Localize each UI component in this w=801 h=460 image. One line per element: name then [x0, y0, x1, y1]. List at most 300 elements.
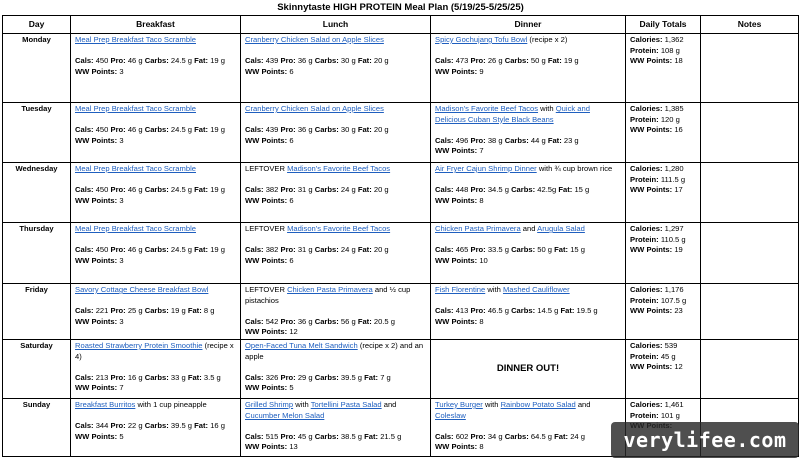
ww-points-line — [75, 67, 236, 78]
total-protein-line — [630, 352, 696, 363]
carbs-label: Carbs: — [144, 125, 169, 135]
cals-label: Cals: — [245, 372, 264, 382]
ww-points-line — [435, 256, 621, 267]
total-calories-value: 1,280 — [664, 164, 684, 173]
pro-value: 46 g — [127, 125, 143, 135]
cals-value: 450 — [95, 125, 109, 135]
fat-label: Fat: — [194, 245, 209, 255]
fat-label: Fat: — [357, 185, 372, 195]
recipe-link[interactable]: Meal Prep Breakfast Taco Scramble — [75, 35, 196, 44]
fat-value: 20 g — [373, 56, 389, 66]
day-name: Thursday — [3, 223, 71, 284]
ww-label: WW Points: — [435, 316, 478, 326]
connector-text: and — [575, 400, 591, 409]
ww-label: WW Points: — [75, 66, 118, 76]
day-row-friday — [3, 284, 799, 340]
meal-description — [245, 164, 426, 175]
ww-label: WW Points: — [245, 195, 288, 205]
daily-totals-cell — [626, 340, 701, 399]
cals-value: 326 — [265, 372, 279, 382]
fat-label: Fat: — [194, 421, 209, 431]
total-calories-line — [630, 285, 696, 296]
carbs-label: Carbs: — [314, 125, 339, 135]
notes-cell[interactable] — [701, 284, 799, 340]
day-name: Wednesday — [3, 163, 71, 223]
pro-value: 34 g — [487, 431, 503, 441]
recipe-link[interactable]: Quick and Delicious Cuban Style Black Beans — [435, 104, 590, 124]
carbs-value: 42.5g — [537, 185, 557, 195]
notes-cell[interactable] — [701, 163, 799, 223]
recipe-link[interactable]: Grilled Shrimp — [245, 400, 294, 409]
cals-label: Cals: — [75, 372, 94, 382]
total-protein-label: Protein: — [630, 351, 659, 361]
total-calories-value: 1,385 — [664, 104, 684, 113]
dinner-cell — [431, 284, 626, 340]
carbs-label: Carbs: — [314, 316, 339, 326]
total-calories-line — [630, 341, 696, 352]
daily-totals-cell — [626, 34, 701, 103]
meal-suffix-text: with 1 cup pineapple — [135, 400, 207, 409]
breakfast-cell — [71, 223, 241, 284]
cals-value: 450 — [95, 245, 109, 255]
total-protein-value: 101 g — [660, 410, 680, 420]
daily-totals-cell — [626, 223, 701, 284]
cals-label: Cals: — [435, 185, 454, 195]
lunch-cell — [241, 340, 431, 399]
pro-label: Pro: — [110, 306, 126, 316]
fat-value: 15 g — [574, 185, 590, 195]
pro-label: Pro: — [110, 125, 126, 135]
total-calories-line — [630, 35, 696, 46]
lunch-cell — [241, 163, 431, 223]
meal-description — [435, 285, 621, 296]
pro-value: 34.5 g — [487, 185, 509, 195]
fat-value: 8 g — [203, 306, 215, 316]
fat-value: 19 g — [563, 56, 579, 66]
total-ww-label: WW Points: — [630, 185, 673, 195]
cals-value: 542 — [265, 316, 279, 326]
carbs-label: Carbs: — [144, 245, 169, 255]
daily-totals-cell — [626, 163, 701, 223]
meal-description — [435, 224, 621, 235]
recipe-link[interactable]: Chicken Pasta Primavera — [287, 285, 373, 294]
cals-label: Cals: — [435, 431, 454, 441]
total-calories-value: 1,362 — [664, 35, 684, 44]
spacer — [245, 46, 426, 57]
notes-cell[interactable] — [701, 103, 799, 163]
total-protein-line — [630, 46, 696, 57]
ww-label: WW Points: — [435, 66, 478, 76]
recipe-link[interactable]: Madison's Favorite Beef Tacos — [287, 224, 391, 233]
total-protein-value: 108 g — [660, 45, 680, 55]
cals-value: 439 — [265, 125, 279, 135]
pro-value: 29 g — [297, 372, 313, 382]
spacer — [245, 306, 426, 317]
total-calories-value: 1,176 — [664, 285, 684, 294]
total-calories-label: Calories: — [630, 224, 663, 233]
notes-cell[interactable] — [701, 223, 799, 284]
meal-suffix-text: (recipe x 4) — [75, 341, 234, 361]
lunch-cell — [241, 223, 431, 284]
ww-points-line — [245, 136, 426, 147]
pro-value: 33.5 g — [487, 245, 509, 255]
recipe-link[interactable]: Turkey Burger — [435, 400, 483, 409]
pro-value: 36 g — [297, 125, 313, 135]
cals-label: Cals: — [435, 306, 454, 316]
header-lunch: Lunch — [241, 16, 431, 34]
total-protein-label: Protein: — [630, 295, 659, 305]
meal-suffix-text: with ¾ cup brown rice — [536, 164, 613, 173]
macros-line — [245, 432, 426, 443]
recipe-link[interactable]: Cranberry Chicken Salad on Apple Slices — [245, 104, 384, 113]
recipe-link[interactable]: Cucumber Melon Salad — [245, 410, 325, 420]
fat-label: Fat: — [547, 56, 562, 66]
pro-label: Pro: — [470, 56, 486, 66]
recipe-link[interactable]: Tortellini Pasta Salad — [310, 400, 382, 409]
pro-label: Pro: — [280, 185, 296, 195]
meal-description — [435, 400, 621, 421]
recipe-link[interactable]: Arugula Salad — [537, 224, 585, 233]
recipe-link[interactable]: Air Fryer Cajun Shrimp Dinner — [435, 164, 537, 173]
spacer — [245, 362, 426, 373]
macros-line — [245, 56, 426, 67]
day-row-saturday — [3, 340, 799, 399]
total-ww-label: WW Points: — [630, 245, 673, 255]
carbs-value: 39.5 g — [170, 421, 193, 431]
fat-label: Fat: — [547, 135, 562, 145]
total-calories-value: 1,297 — [664, 224, 684, 233]
header-daily-totals: Daily Totals — [626, 16, 701, 34]
meal-description — [75, 224, 236, 235]
carbs-value: 24.5 g — [170, 56, 193, 66]
carbs-label: Carbs: — [144, 185, 169, 195]
total-protein-value: 111.5 g — [660, 174, 686, 184]
ww-points-line — [245, 67, 426, 78]
cals-value: 382 — [265, 245, 279, 255]
ww-points-line — [435, 317, 621, 328]
cals-value: 382 — [265, 185, 279, 195]
total-ww-line — [630, 56, 696, 67]
total-calories-line — [630, 164, 696, 175]
breakfast-cell — [71, 399, 241, 457]
connector-text: and — [520, 224, 538, 233]
carbs-label: Carbs: — [314, 431, 339, 441]
ww-label: WW Points: — [75, 135, 118, 145]
meal-description — [245, 341, 426, 362]
fat-label: Fat: — [194, 56, 209, 66]
total-ww-value: 23 — [674, 306, 683, 316]
macros-line — [75, 421, 236, 432]
carbs-label: Carbs: — [314, 56, 339, 66]
carbs-value: 39.5 g — [340, 372, 363, 382]
total-ww-value: 18 — [674, 56, 683, 66]
spacer — [435, 421, 621, 432]
total-protein-value: 120 g — [660, 114, 680, 124]
ww-points-line — [245, 196, 426, 207]
pro-label: Pro: — [280, 372, 296, 382]
ww-points-line — [435, 196, 621, 207]
spacer — [75, 115, 236, 126]
ww-value: 6 — [289, 195, 294, 205]
recipe-link[interactable]: Cranberry Chicken Salad on Apple Slices — [245, 35, 384, 44]
pro-value: 26 g — [487, 56, 503, 66]
carbs-value: 50 g — [530, 56, 546, 66]
ww-label: WW Points: — [245, 327, 288, 337]
recipe-link[interactable]: Madison's Favorite Beef Tacos — [435, 104, 539, 113]
meal-prefix-text: LEFTOVER — [245, 164, 288, 173]
pro-value: 46.5 g — [487, 306, 509, 316]
recipe-link[interactable]: Spicy Gochujang Tofu Bowl — [435, 35, 528, 44]
cals-label: Cals: — [245, 245, 264, 255]
ww-label: WW Points: — [245, 442, 288, 452]
ww-value: 3 — [119, 66, 124, 76]
meal-prefix-text: LEFTOVER — [245, 285, 288, 294]
ww-points-line — [75, 136, 236, 147]
cals-label: Cals: — [75, 125, 94, 135]
cals-label: Cals: — [75, 306, 94, 316]
total-ww-label: WW Points: — [630, 125, 673, 135]
recipe-link[interactable]: Breakfast Burritos — [75, 400, 136, 409]
pro-label: Pro: — [470, 306, 486, 316]
carbs-label: Carbs: — [314, 372, 339, 382]
macros-line — [435, 306, 621, 317]
breakfast-cell — [71, 284, 241, 340]
meal-description — [75, 285, 236, 296]
fat-label: Fat: — [554, 431, 569, 441]
ww-value: 10 — [479, 255, 488, 265]
fat-value: 21.5 g — [380, 431, 402, 441]
total-protein-line — [630, 296, 696, 307]
meal-description — [75, 341, 236, 362]
cals-value: 496 — [455, 135, 469, 145]
pro-value: 36 g — [297, 56, 313, 66]
fat-value: 16 g — [210, 421, 225, 431]
recipe-link[interactable]: Madison's Favorite Beef Tacos — [287, 164, 391, 173]
total-protein-line — [630, 175, 696, 186]
ww-value: 3 — [119, 195, 124, 205]
pro-value: 46 g — [127, 185, 143, 195]
meal-description — [435, 35, 621, 46]
fat-label: Fat: — [357, 245, 372, 255]
total-protein-label: Protein: — [630, 45, 659, 55]
day-name: Saturday — [3, 340, 71, 399]
recipe-link[interactable]: Meal Prep Breakfast Taco Scramble — [75, 104, 196, 113]
pro-value: 16 g — [127, 372, 143, 382]
watermark-logo: verylifee.com — [611, 422, 799, 458]
pro-label: Pro: — [470, 431, 486, 441]
meal-prefix-text: LEFTOVER — [245, 224, 288, 233]
meal-description — [75, 35, 236, 46]
cals-value: 465 — [455, 245, 469, 255]
pro-label: Pro: — [280, 316, 296, 326]
ww-value: 9 — [479, 66, 484, 76]
fat-label: Fat: — [364, 372, 379, 382]
ww-value: 5 — [289, 383, 294, 393]
fat-label: Fat: — [554, 245, 569, 255]
pro-value: 25 g — [127, 306, 143, 316]
carbs-label: Carbs: — [511, 185, 536, 195]
carbs-label: Carbs: — [144, 421, 169, 431]
meal-description — [245, 285, 426, 306]
macros-line — [435, 432, 621, 443]
cals-value: 213 — [95, 372, 109, 382]
total-ww-value: 16 — [674, 125, 683, 135]
ww-label: WW Points: — [75, 255, 118, 265]
fat-label: Fat: — [364, 431, 379, 441]
ww-value: 6 — [289, 255, 294, 265]
macros-line — [75, 306, 236, 317]
fat-label: Fat: — [187, 306, 202, 316]
fat-value: 7 g — [380, 372, 391, 382]
cals-value: 448 — [455, 185, 469, 195]
fat-value: 19 g — [210, 125, 225, 135]
meal-description — [245, 104, 426, 115]
carbs-label: Carbs: — [511, 306, 536, 316]
ww-points-line — [435, 442, 621, 453]
ww-points-line — [75, 432, 236, 443]
fat-label: Fat: — [560, 306, 575, 316]
notes-cell[interactable] — [701, 340, 799, 399]
total-calories-line — [630, 400, 696, 411]
recipe-link[interactable]: Meal Prep Breakfast Taco Scramble — [75, 224, 196, 233]
day-row-monday — [3, 34, 799, 103]
ww-label: WW Points: — [75, 316, 118, 326]
ww-value: 3 — [119, 316, 124, 326]
spacer — [75, 235, 236, 246]
carbs-value: 19 g — [170, 306, 186, 316]
connector-text: with — [293, 400, 311, 409]
total-protein-value: 45 g — [660, 351, 676, 361]
spacer — [435, 296, 621, 307]
total-calories-line — [630, 224, 696, 235]
meal-description — [75, 104, 236, 115]
recipe-link[interactable]: Chicken Pasta Primavera — [435, 224, 521, 233]
recipe-link[interactable]: Open-Faced Tuna Melt Sandwich — [245, 341, 358, 350]
macros-line — [245, 373, 426, 384]
carbs-label: Carbs: — [144, 56, 169, 66]
recipe-link[interactable]: Meal Prep Breakfast Taco Scramble — [75, 164, 196, 173]
ww-value: 3 — [119, 255, 124, 265]
carbs-label: Carbs: — [144, 372, 169, 382]
header-dinner: Dinner — [431, 16, 626, 34]
ww-points-line — [245, 383, 426, 394]
carbs-value: 30 g — [340, 56, 356, 66]
notes-cell[interactable] — [701, 34, 799, 103]
total-ww-label: WW Points: — [630, 362, 673, 372]
spacer — [245, 421, 426, 432]
pro-label: Pro: — [280, 56, 296, 66]
dinner-cell — [431, 340, 626, 399]
macros-line — [435, 245, 621, 256]
lunch-cell — [241, 103, 431, 163]
recipe-link[interactable]: Mashed Cauliflower — [502, 285, 570, 294]
meal-plan-table — [2, 15, 799, 457]
macros-line — [245, 245, 426, 256]
connector-text: and — [381, 400, 397, 409]
pro-label: Pro: — [470, 185, 486, 195]
meal-suffix-text: and ½ cup pistachios — [245, 285, 411, 305]
total-ww-line — [630, 125, 696, 136]
pro-value: 31 g — [297, 185, 313, 195]
macros-line — [75, 245, 236, 256]
ww-label: WW Points: — [245, 66, 288, 76]
breakfast-cell — [71, 34, 241, 103]
macros-line — [75, 125, 236, 136]
fat-value: 19.5 g — [576, 306, 598, 316]
pro-value: 31 g — [297, 245, 313, 255]
ww-value: 8 — [479, 195, 484, 205]
header-row — [3, 16, 799, 34]
total-protein-value: 110.5 g — [660, 234, 686, 244]
pro-label: Pro: — [280, 245, 296, 255]
fat-value: 23 g — [563, 135, 579, 145]
day-row-thursday — [3, 223, 799, 284]
ww-value: 7 — [119, 383, 124, 393]
connector-text: with — [482, 400, 501, 409]
cals-label: Cals: — [75, 245, 94, 255]
cals-label: Cals: — [245, 125, 264, 135]
total-protein-value: 107.5 g — [660, 295, 687, 305]
dinner-out-text: DINNER OUT! — [496, 362, 560, 374]
macros-line — [435, 136, 621, 147]
meal-description — [245, 35, 426, 46]
carbs-label: Carbs: — [504, 135, 529, 145]
day-row-tuesday — [3, 103, 799, 163]
recipe-link[interactable]: Savory Cottage Cheese Breakfast Bowl — [75, 285, 209, 294]
cals-value: 221 — [95, 306, 109, 316]
macros-line — [245, 125, 426, 136]
macros-line — [75, 56, 236, 67]
ww-value: 8 — [479, 316, 484, 326]
ww-label: WW Points: — [75, 195, 118, 205]
fat-label: Fat: — [558, 185, 573, 195]
connector-text: with — [538, 104, 556, 113]
cals-label: Cals: — [435, 56, 454, 66]
ww-value: 6 — [289, 135, 294, 145]
carbs-value: 14.5 g — [537, 306, 559, 316]
spacer — [75, 46, 236, 57]
cals-value: 439 — [265, 56, 279, 66]
carbs-value: 24.5 g — [170, 245, 193, 255]
spacer — [435, 125, 621, 136]
recipe-link[interactable]: Roasted Strawberry Protein Smoothie — [75, 341, 203, 350]
meal-suffix-text: (recipe x 2) — [527, 35, 568, 44]
pro-label: Pro: — [110, 421, 126, 431]
cals-value: 413 — [455, 306, 469, 316]
dinner-cell — [431, 34, 626, 103]
ww-value: 7 — [479, 146, 484, 156]
connector-text: with — [485, 285, 503, 294]
ww-value: 13 — [289, 442, 298, 452]
carbs-value: 24 g — [340, 245, 356, 255]
spacer — [245, 115, 426, 126]
macros-line — [75, 373, 236, 384]
pro-label: Pro: — [110, 185, 126, 195]
ww-points-line — [435, 67, 621, 78]
ww-value: 6 — [289, 66, 294, 76]
fat-value: 24 g — [570, 431, 585, 441]
cals-label: Cals: — [435, 135, 454, 145]
ww-label: WW Points: — [435, 442, 478, 452]
recipe-link[interactable]: Rainbow Potato Salad — [500, 400, 576, 409]
recipe-link[interactable]: Coleslaw — [435, 410, 466, 420]
header-breakfast: Breakfast — [71, 16, 241, 34]
recipe-link[interactable]: Fish Florentine — [435, 285, 486, 294]
fat-value: 20 g — [373, 125, 389, 135]
ww-label: WW Points: — [245, 383, 288, 393]
ww-value: 5 — [119, 431, 124, 441]
total-ww-line — [630, 245, 696, 256]
